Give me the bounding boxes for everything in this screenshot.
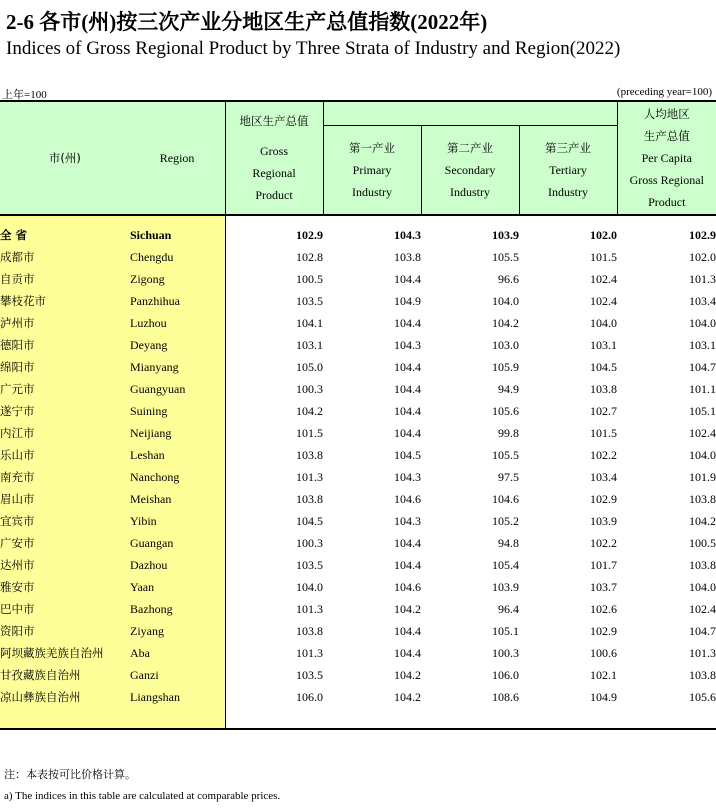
cell-secondary: 103.0 [492,338,519,352]
cell-region: Mianyang [130,356,225,378]
table-row [0,312,716,334]
cell-secondary: 96.4 [498,602,519,616]
cell-primary: 104.4 [394,558,421,572]
cell-per-capita: 100.5 [689,536,716,550]
cell-city: 南充市 [0,466,130,488]
cell-region: Ziyang [130,620,225,642]
cell-region: Guangyuan [130,378,225,400]
table-body [0,215,716,729]
cell-grp: 103.8 [225,444,323,466]
table-title-zh: 2-6 各市(州)按三次产业分地区生产总值指数(2022年) [6,10,488,34]
unit-note-zh: 上年=100 [2,89,47,101]
table-row [0,664,716,686]
cell-primary: 104.6 [394,580,421,594]
cell-city: 绵阳市 [0,356,130,378]
cell-primary: 104.2 [394,690,421,704]
table-row [0,268,716,290]
cell-grp: 104.0 [225,576,323,598]
cell-primary: 104.4 [394,272,421,286]
cell-tertiary: 102.0 [590,228,618,242]
cell-tertiary: 102.4 [590,272,618,286]
cell-region: Bazhong [130,598,225,620]
cell-primary: 104.4 [394,382,421,396]
cell-per-capita: 104.0 [689,316,716,330]
header-region: Region [159,151,195,165]
cell-primary: 104.5 [394,448,421,462]
cell-per-capita: 103.4 [689,294,716,308]
header-tertiary-en1: Tertiary [549,162,587,177]
cell-secondary: 106.0 [492,668,519,682]
cell-secondary: 94.9 [498,382,519,396]
table-row [0,290,716,312]
cell-region: Liangshan [130,686,225,708]
cell-city: 甘孜藏族自治州 [0,664,130,686]
header-city: 市(州) [48,151,81,165]
cell-secondary: 105.5 [492,250,519,264]
cell-grp: 103.5 [225,664,323,686]
header-grp [225,101,323,215]
cell-per-capita: 103.8 [689,492,716,506]
cell-region: Meishan [130,488,225,510]
cell-tertiary: 104.9 [590,690,618,704]
cell-city: 乐山市 [0,444,130,466]
cell-tertiary: 104.0 [590,316,618,330]
header-tertiary-en2: Industry [548,184,588,199]
cell-primary: 104.2 [394,668,421,682]
cell-city: 内江市 [0,422,130,444]
cell-city: 阿坝藏族羌族自治州 [0,642,130,664]
cell-tertiary: 102.1 [590,668,618,682]
cell-region: Deyang [130,334,225,356]
cell-per-capita: 105.6 [689,690,716,704]
header-primary [323,125,421,215]
cell-primary: 104.3 [394,228,421,242]
header-pc-en1: Per Capita [641,151,692,165]
cell-per-capita: 104.0 [689,448,716,462]
cell-grp: 104.1 [225,312,323,334]
cell-city: 全 省 [0,224,130,246]
cell-region: Yaan [130,576,225,598]
cell-per-capita: 105.1 [689,404,716,418]
cell-per-capita: 104.7 [689,624,716,638]
cell-grp: 101.3 [225,642,323,664]
table-row [0,356,716,378]
table-row [0,378,716,400]
cell-primary: 104.3 [394,514,421,528]
cell-secondary: 99.8 [498,426,519,440]
table-row [0,620,716,642]
header-tertiary-zh: 第三产业 [545,140,591,155]
cell-tertiary: 102.2 [590,536,618,550]
cell-secondary: 96.6 [498,272,519,286]
cell-tertiary: 102.9 [590,624,618,638]
cell-secondary: 100.3 [492,646,519,660]
cell-city: 雅安市 [0,576,130,598]
cell-region: Ganzi [130,664,225,686]
footnote-en: a) The indices in this table are calculated at comparable prices. [4,790,281,802]
table-row [0,576,716,598]
cell-tertiary: 104.5 [590,360,618,374]
header-per-capita [617,101,716,215]
header-tertiary [519,125,617,215]
table-row [0,334,716,356]
table-row [0,466,716,488]
cell-grp: 102.9 [225,224,323,246]
cell-region: Panzhihua [130,290,225,312]
cell-per-capita: 103.1 [689,338,716,352]
cell-primary: 104.2 [394,602,421,616]
table-end-row [0,708,716,729]
cell-secondary: 105.6 [492,404,519,418]
cell-region: Suining [130,400,225,422]
header-secondary [421,125,519,215]
cell-region: Guangan [130,532,225,554]
header-grp-en1: Gross [259,144,288,158]
header-pc-en2: Gross Regional [629,173,704,187]
header-pc-zh2: 生产总值 [643,129,690,143]
data-table [0,100,716,730]
cell-region: Neijiang [130,422,225,444]
table-row [0,510,716,532]
cell-secondary: 105.1 [492,624,519,638]
cell-city: 泸州市 [0,312,130,334]
cell-primary: 104.9 [394,294,421,308]
cell-grp: 101.3 [225,466,323,488]
cell-secondary: 108.6 [492,690,519,704]
table-row [0,554,716,576]
cell-city: 遂宁市 [0,400,130,422]
cell-per-capita: 102.0 [689,250,716,264]
cell-per-capita: 103.8 [689,668,716,682]
cell-tertiary: 102.6 [590,602,618,616]
cell-tertiary: 100.6 [590,646,618,660]
cell-grp: 103.8 [225,620,323,642]
cell-grp: 102.8 [225,246,323,268]
table-row [0,686,716,708]
cell-per-capita: 101.3 [689,646,716,660]
header-pc-en3: Product [648,195,686,209]
cell-grp: 103.8 [225,488,323,510]
cell-primary: 104.4 [394,426,421,440]
cell-tertiary: 102.4 [590,294,618,308]
cell-primary: 104.4 [394,404,421,418]
cell-grp: 101.5 [225,422,323,444]
header-strata-spacer [323,101,617,125]
table-row [0,532,716,554]
cell-per-capita: 102.9 [689,228,716,242]
cell-primary: 104.3 [394,338,421,352]
cell-tertiary: 102.7 [590,404,618,418]
cell-city: 自贡市 [0,268,130,290]
cell-region: Aba [130,642,225,664]
cell-city: 眉山市 [0,488,130,510]
cell-per-capita: 104.0 [689,580,716,594]
cell-secondary: 104.0 [492,294,519,308]
cell-per-capita: 104.2 [689,514,716,528]
header-grp-zh: 地区生产总值 [239,114,309,128]
cell-secondary: 105.2 [492,514,519,528]
cell-tertiary: 102.9 [590,492,618,506]
cell-primary: 104.3 [394,470,421,484]
cell-secondary: 105.5 [492,448,519,462]
cell-secondary: 103.9 [492,228,519,242]
cell-region: Chengdu [130,246,225,268]
header-grp-en3: Product [255,188,293,202]
cell-primary: 104.4 [394,536,421,550]
cell-city: 广安市 [0,532,130,554]
table-row [0,444,716,466]
cell-grp: 100.3 [225,378,323,400]
cell-grp: 103.5 [225,554,323,576]
footnote-zh: 注：本表按可比价格计算。 [4,768,136,781]
header-secondary-zh: 第二产业 [447,140,493,155]
cell-primary: 104.4 [394,624,421,638]
cell-grp: 104.5 [225,510,323,532]
cell-city: 凉山彝族自治州 [0,686,130,708]
cell-per-capita: 104.7 [689,360,716,374]
spacer-row [0,215,716,224]
cell-city: 达州市 [0,554,130,576]
cell-grp: 101.3 [225,598,323,620]
cell-tertiary: 103.4 [590,470,618,484]
cell-region: Luzhou [130,312,225,334]
cell-secondary: 104.2 [492,316,519,330]
header-secondary-en1: Secondary [444,162,496,177]
cell-city: 成都市 [0,246,130,268]
cell-per-capita: 102.4 [689,602,716,616]
cell-secondary: 94.8 [498,536,519,550]
cell-per-capita: 102.4 [689,426,716,440]
cell-primary: 104.4 [394,316,421,330]
cell-grp: 104.2 [225,400,323,422]
cell-tertiary: 103.8 [590,382,618,396]
cell-primary: 103.8 [394,250,421,264]
table-row [0,488,716,510]
cell-region: Dazhou [130,554,225,576]
table-row [0,422,716,444]
table-row-total [0,224,716,246]
cell-city: 宜宾市 [0,510,130,532]
cell-region: Sichuan [130,224,225,246]
table-row [0,246,716,268]
cell-region: Zigong [130,268,225,290]
cell-grp: 100.3 [225,532,323,554]
cell-tertiary: 102.2 [590,448,618,462]
cell-per-capita: 101.1 [689,382,716,396]
cell-city: 攀枝花市 [0,290,130,312]
cell-grp: 103.5 [225,290,323,312]
cell-city: 巴中市 [0,598,130,620]
header-secondary-en2: Industry [450,184,490,199]
table-row [0,642,716,664]
table-row [0,598,716,620]
cell-per-capita: 101.3 [689,272,716,286]
cell-primary: 104.6 [394,492,421,506]
table-row [0,400,716,422]
cell-region: Yibin [130,510,225,532]
cell-tertiary: 103.7 [590,580,618,594]
cell-tertiary: 101.7 [590,558,618,572]
header-primary-en2: Industry [352,184,392,199]
header-primary-en1: Primary [352,162,392,177]
cell-secondary: 97.5 [498,470,519,484]
cell-secondary: 105.4 [492,558,519,572]
cell-grp: 105.0 [225,356,323,378]
header-primary-zh: 第一产业 [349,140,395,155]
cell-secondary: 103.9 [492,580,519,594]
cell-primary: 104.4 [394,646,421,660]
unit-note-en: (preceding year=100) [616,86,712,98]
cell-grp: 103.1 [225,334,323,356]
cell-region: Leshan [130,444,225,466]
cell-city: 资阳市 [0,620,130,642]
cell-tertiary: 101.5 [590,426,618,440]
header-label-group [0,101,225,215]
cell-grp: 106.0 [225,686,323,708]
cell-tertiary: 103.9 [590,514,618,528]
table-title-en: Indices of Gross Regional Product by Three Strata of Industry and Region(2022) [6,38,621,59]
cell-per-capita: 101.9 [689,470,716,484]
cell-secondary: 105.9 [492,360,519,374]
cell-tertiary: 101.5 [590,250,618,264]
cell-city: 广元市 [0,378,130,400]
cell-region: Nanchong [130,466,225,488]
cell-per-capita: 103.8 [689,558,716,572]
cell-city: 德阳市 [0,334,130,356]
cell-primary: 104.4 [394,360,421,374]
header-pc-zh1: 人均地区 [643,107,690,121]
header-grp-en2: Regional [252,166,296,180]
cell-tertiary: 103.1 [590,338,618,352]
cell-grp: 100.5 [225,268,323,290]
cell-secondary: 104.6 [492,492,519,506]
